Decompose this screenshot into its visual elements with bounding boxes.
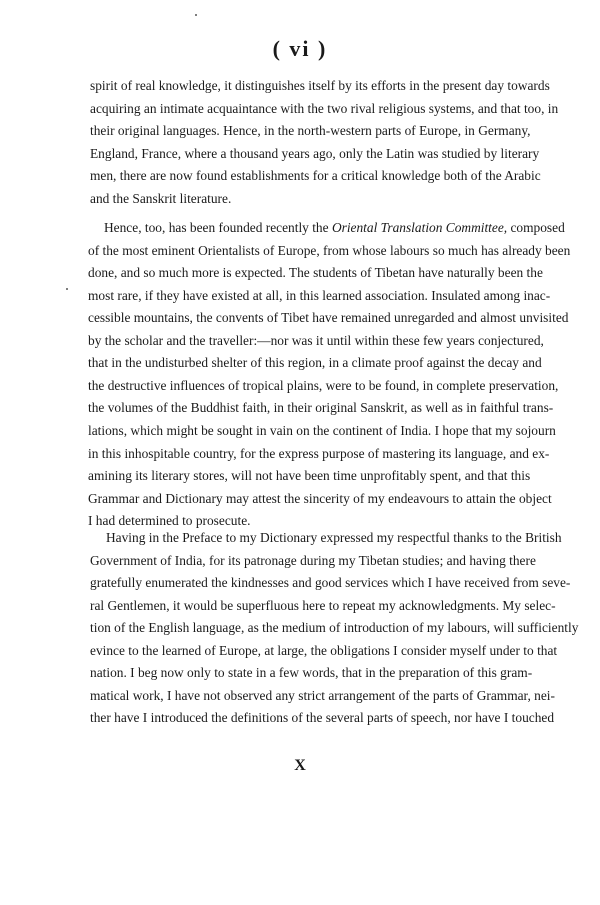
text-line: men, there are now found establishments for a critical knowledge both of the Arabic bbox=[90, 168, 541, 184]
text-line: lations, which might be sought in vain on the continent of India. I hope that my sojourn bbox=[88, 422, 556, 438]
text-line: matical work, I have not observed any strict arrangement of the parts of Grammar, nei- bbox=[90, 687, 555, 703]
text-span: composed bbox=[507, 220, 565, 235]
text-line: Having in the Preface to my Dictionary expressed my respectful thanks to the British bbox=[106, 530, 562, 545]
speck-mark bbox=[66, 288, 68, 290]
text-line: spirit of real knowledge, it distinguishes itself by its efforts in the present day towards bbox=[90, 78, 550, 93]
text-span: Hence, too, has been founded recently the bbox=[104, 220, 332, 235]
text-line: nation. I beg now only to state in a few words, that in the preparation of this gram- bbox=[90, 665, 533, 681]
text-line: and the Sanskrit literature. bbox=[90, 190, 232, 206]
text-line: that in the undisturbed shelter of this region, in a climate proof against the decay and bbox=[88, 355, 542, 371]
speck-mark bbox=[195, 14, 197, 16]
text-line: the destructive influences of tropical plains, were to be found, in complete preservation, bbox=[88, 377, 559, 393]
signature-mark: X bbox=[294, 757, 306, 774]
text-line: gratefully enumerated the kindnesses and good services which I have received from seve- bbox=[90, 575, 571, 591]
page-number: ( vi ) bbox=[272, 36, 328, 61]
text-line: cessible mountains, the convents of Tibet have remained unregarded and almost unvisited bbox=[88, 310, 569, 326]
text-line: tion of the English language, as the medium of introduction of my labours, will sufficiently bbox=[90, 620, 579, 636]
text-line: amining its literary stores, will not have been time unprofitably spent, and that this bbox=[88, 468, 531, 484]
text-line: their original languages. Hence, in the north-western parts of Europe, in Germany, bbox=[90, 123, 531, 139]
text-line: in this inhospitable country, for the express purpose of mastering its language, and ex- bbox=[88, 445, 550, 461]
text-line: most rare, if they have existed at all, in this learned association. Insulated among inac- bbox=[88, 287, 551, 303]
text-line: Grammar and Dictionary may attest the sincerity of my endeavours to attain the object bbox=[88, 490, 552, 506]
text-line: done, and so much more is expected. The students of Tibetan have naturally been the bbox=[88, 265, 543, 281]
text-line bbox=[104, 220, 565, 236]
text-line: I had determined to prosecute. bbox=[88, 513, 251, 529]
text-line: England, France, where a thousand years ago, only the Latin was studied by literary bbox=[90, 145, 540, 161]
italic-title: Oriental Translation Committee, bbox=[331, 220, 508, 235]
text-line: of the most eminent Orientalists of Europe, from whose labours so much has already been bbox=[88, 242, 571, 258]
text-line: ral Gentlemen, it would be superfluous here to repeat my acknowledgments. My selec- bbox=[90, 597, 556, 613]
text-line: evince to the learned of Europe, at large, the obligations I consider myself under to that bbox=[90, 642, 558, 658]
text-line: acquiring an intimate acquaintance with the two rival religious systems, and that too, in bbox=[90, 100, 559, 116]
text-line: by the scholar and the traveller:—nor was it until within these few years conjectured, bbox=[88, 332, 544, 348]
text-line: Government of India, for its patronage during my Tibetan studies; and having there bbox=[90, 552, 536, 568]
text-line: the volumes of the Buddhist faith, in their original Sanskrit, as well as in faithful trans- bbox=[88, 400, 554, 416]
text-line: ther have I introduced the definitions of the several parts of speech, nor have I touched bbox=[90, 710, 555, 726]
